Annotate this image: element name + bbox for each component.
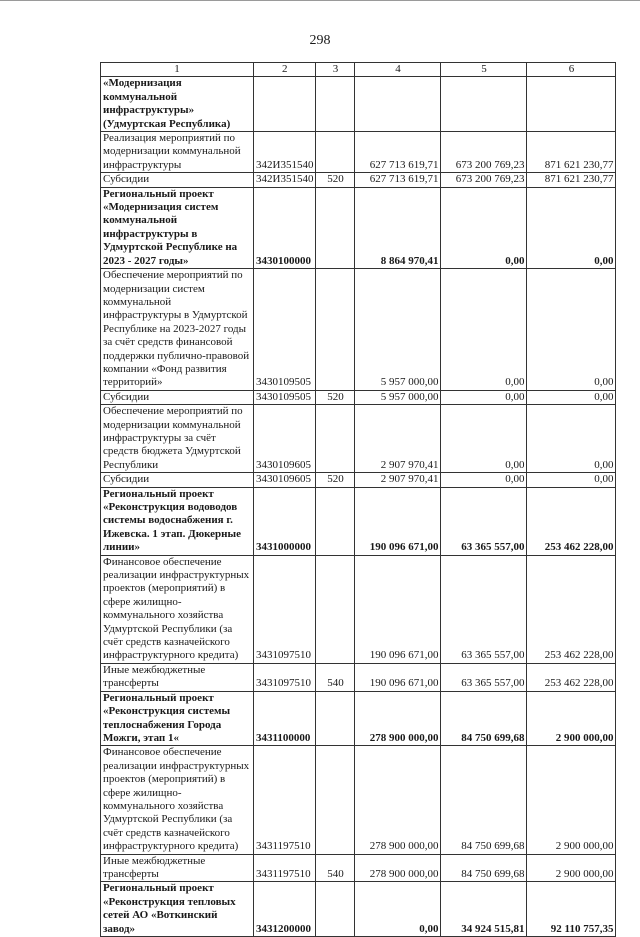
row-amount-year-3 bbox=[527, 77, 616, 132]
row-amount-year-1: 278 900 000,00 bbox=[355, 854, 441, 882]
budget-table bbox=[100, 62, 616, 937]
table-row bbox=[101, 173, 616, 187]
row-code: 3430109505 bbox=[254, 269, 316, 391]
row-amount-year-3: 871 621 230,77 bbox=[527, 132, 616, 173]
row-expense-type bbox=[316, 187, 355, 268]
table-row bbox=[101, 854, 616, 882]
row-amount-year-2: 0,00 bbox=[441, 405, 527, 473]
row-amount-year-3: 2 900 000,00 bbox=[527, 691, 616, 746]
row-expense-type bbox=[316, 77, 355, 132]
row-name: Региональный проект «Реконструкция системы теплоснабжения Города Можги, этап 1« bbox=[101, 691, 254, 746]
row-amount-year-1: 627 713 619,71 bbox=[355, 173, 441, 187]
row-expense-type: 540 bbox=[316, 663, 355, 691]
row-name: Региональный проект «Модернизация систем коммунальной инфраструктуры в Удмуртской Республике на 2023 - 2027 годы» bbox=[101, 187, 254, 268]
table-header-row bbox=[101, 63, 616, 77]
row-amount-year-1: 2 907 970,41 bbox=[355, 473, 441, 487]
row-amount-year-3: 253 462 228,00 bbox=[527, 487, 616, 555]
row-amount-year-2: 84 750 699,68 bbox=[441, 854, 527, 882]
row-amount-year-2: 0,00 bbox=[441, 269, 527, 391]
row-code: 3430100000 bbox=[254, 187, 316, 268]
table-row bbox=[101, 390, 616, 404]
row-amount-year-3: 871 621 230,77 bbox=[527, 173, 616, 187]
row-amount-year-2: 0,00 bbox=[441, 473, 527, 487]
row-name: Иные межбюджетные трансферты bbox=[101, 854, 254, 882]
row-code: 3430109605 bbox=[254, 473, 316, 487]
row-amount-year-1: 2 907 970,41 bbox=[355, 405, 441, 473]
row-expense-type: 520 bbox=[316, 473, 355, 487]
row-expense-type bbox=[316, 269, 355, 391]
row-amount-year-2: 673 200 769,23 bbox=[441, 132, 527, 173]
top-border-line bbox=[0, 0, 640, 1]
row-amount-year-1: 278 900 000,00 bbox=[355, 746, 441, 854]
row-amount-year-2: 673 200 769,23 bbox=[441, 173, 527, 187]
page-number: 298 bbox=[309, 33, 331, 48]
row-amount-year-3: 253 462 228,00 bbox=[527, 663, 616, 691]
row-name: Финансовое обеспечение реализации инфраструктурных проектов (мероприятий) в сфере жилищно-коммунального хозяйства Удмуртской Республики (за счёт средств казначейского инфраструктурного кредита) bbox=[101, 555, 254, 663]
row-code: 342И351540 bbox=[254, 132, 316, 173]
row-code: 3431197510 bbox=[254, 746, 316, 854]
row-amount-year-2: 34 924 515,81 bbox=[441, 882, 527, 937]
row-code bbox=[254, 77, 316, 132]
row-amount-year-3: 2 900 000,00 bbox=[527, 854, 616, 882]
row-amount-year-3: 2 900 000,00 bbox=[527, 746, 616, 854]
header-col-3: 3 bbox=[316, 63, 355, 77]
row-amount-year-1: 278 900 000,00 bbox=[355, 691, 441, 746]
row-amount-year-3: 92 110 757,35 bbox=[527, 882, 616, 937]
row-expense-type bbox=[316, 405, 355, 473]
row-amount-year-2: 63 365 557,00 bbox=[441, 663, 527, 691]
row-code: 342И351540 bbox=[254, 173, 316, 187]
row-name: Субсидии bbox=[101, 390, 254, 404]
row-amount-year-1 bbox=[355, 77, 441, 132]
table-row bbox=[101, 555, 616, 663]
row-amount-year-2: 0,00 bbox=[441, 187, 527, 268]
header-col-6: 6 bbox=[527, 63, 616, 77]
row-expense-type bbox=[316, 691, 355, 746]
row-amount-year-2 bbox=[441, 77, 527, 132]
row-name: Обеспечение мероприятий по модернизации коммунальной инфраструктуры за счёт средств бюджета Удмуртской Республики bbox=[101, 405, 254, 473]
row-code: 3431200000 bbox=[254, 882, 316, 937]
row-amount-year-1: 5 957 000,00 bbox=[355, 390, 441, 404]
row-expense-type bbox=[316, 746, 355, 854]
table-row-section bbox=[101, 691, 616, 746]
row-amount-year-1: 5 957 000,00 bbox=[355, 269, 441, 391]
row-code: 3430109605 bbox=[254, 405, 316, 473]
table-row-section bbox=[101, 487, 616, 555]
table-row bbox=[101, 132, 616, 173]
row-expense-type bbox=[316, 555, 355, 663]
row-amount-year-3: 0,00 bbox=[527, 187, 616, 268]
row-name: Реализация мероприятий по модернизации коммунальной инфраструктуры bbox=[101, 132, 254, 173]
header-col-5: 5 bbox=[441, 63, 527, 77]
row-code: 3430109505 bbox=[254, 390, 316, 404]
row-amount-year-2: 84 750 699,68 bbox=[441, 691, 527, 746]
table-row bbox=[101, 663, 616, 691]
table-row bbox=[101, 473, 616, 487]
row-amount-year-3: 0,00 bbox=[527, 473, 616, 487]
row-name: Финансовое обеспечение реализации инфраструктурных проектов (мероприятий) в сфере жилищно-коммунального хозяйства Удмуртской Республики (за счёт средств казначейского инфраструктурного кредита) bbox=[101, 746, 254, 854]
header-col-4: 4 bbox=[355, 63, 441, 77]
row-amount-year-1: 8 864 970,41 bbox=[355, 187, 441, 268]
row-name: Иные межбюджетные трансферты bbox=[101, 663, 254, 691]
row-amount-year-3: 0,00 bbox=[527, 390, 616, 404]
row-expense-type: 520 bbox=[316, 173, 355, 187]
row-amount-year-2: 63 365 557,00 bbox=[441, 555, 527, 663]
row-name: Субсидии bbox=[101, 173, 254, 187]
header-col-1: 1 bbox=[101, 63, 254, 77]
row-name: Субсидии bbox=[101, 473, 254, 487]
row-amount-year-1: 190 096 671,00 bbox=[355, 487, 441, 555]
row-expense-type bbox=[316, 882, 355, 937]
row-name: «Модернизация коммунальной инфраструктуры» (Удмуртская Республика) bbox=[101, 77, 254, 132]
row-expense-type bbox=[316, 487, 355, 555]
row-amount-year-1: 190 096 671,00 bbox=[355, 555, 441, 663]
table-row bbox=[101, 269, 616, 391]
row-amount-year-2: 0,00 bbox=[441, 390, 527, 404]
row-expense-type bbox=[316, 132, 355, 173]
row-code: 3431100000 bbox=[254, 691, 316, 746]
row-code: 3431197510 bbox=[254, 854, 316, 882]
row-expense-type: 540 bbox=[316, 854, 355, 882]
row-amount-year-1: 627 713 619,71 bbox=[355, 132, 441, 173]
row-amount-year-1: 0,00 bbox=[355, 882, 441, 937]
row-amount-year-3: 0,00 bbox=[527, 269, 616, 391]
table-row bbox=[101, 746, 616, 854]
table-row-section bbox=[101, 77, 616, 132]
row-name: Обеспечение мероприятий по модернизации систем коммунальной инфраструктуры в Удмуртской Республике на 2023-2027 годы за счёт средств финансовой поддержки публично-правовой компании «Фонд развития территорий» bbox=[101, 269, 254, 391]
row-amount-year-2: 84 750 699,68 bbox=[441, 746, 527, 854]
table-row bbox=[101, 405, 616, 473]
table-row-section bbox=[101, 187, 616, 268]
row-code: 3431000000 bbox=[254, 487, 316, 555]
header-col-2: 2 bbox=[254, 63, 316, 77]
row-amount-year-3: 0,00 bbox=[527, 405, 616, 473]
row-name: Региональный проект «Реконструкция тепловых сетей АО «Воткинский завод» bbox=[101, 882, 254, 937]
row-amount-year-3: 253 462 228,00 bbox=[527, 555, 616, 663]
row-code: 3431097510 bbox=[254, 663, 316, 691]
table-row-section bbox=[101, 882, 616, 937]
row-code: 3431097510 bbox=[254, 555, 316, 663]
row-name: Региональный проект «Реконструкция водоводов системы водоснабжения г. Ижевска. 1 этап. Дюкерные линии» bbox=[101, 487, 254, 555]
row-amount-year-1: 190 096 671,00 bbox=[355, 663, 441, 691]
row-expense-type: 520 bbox=[316, 390, 355, 404]
row-amount-year-2: 63 365 557,00 bbox=[441, 487, 527, 555]
